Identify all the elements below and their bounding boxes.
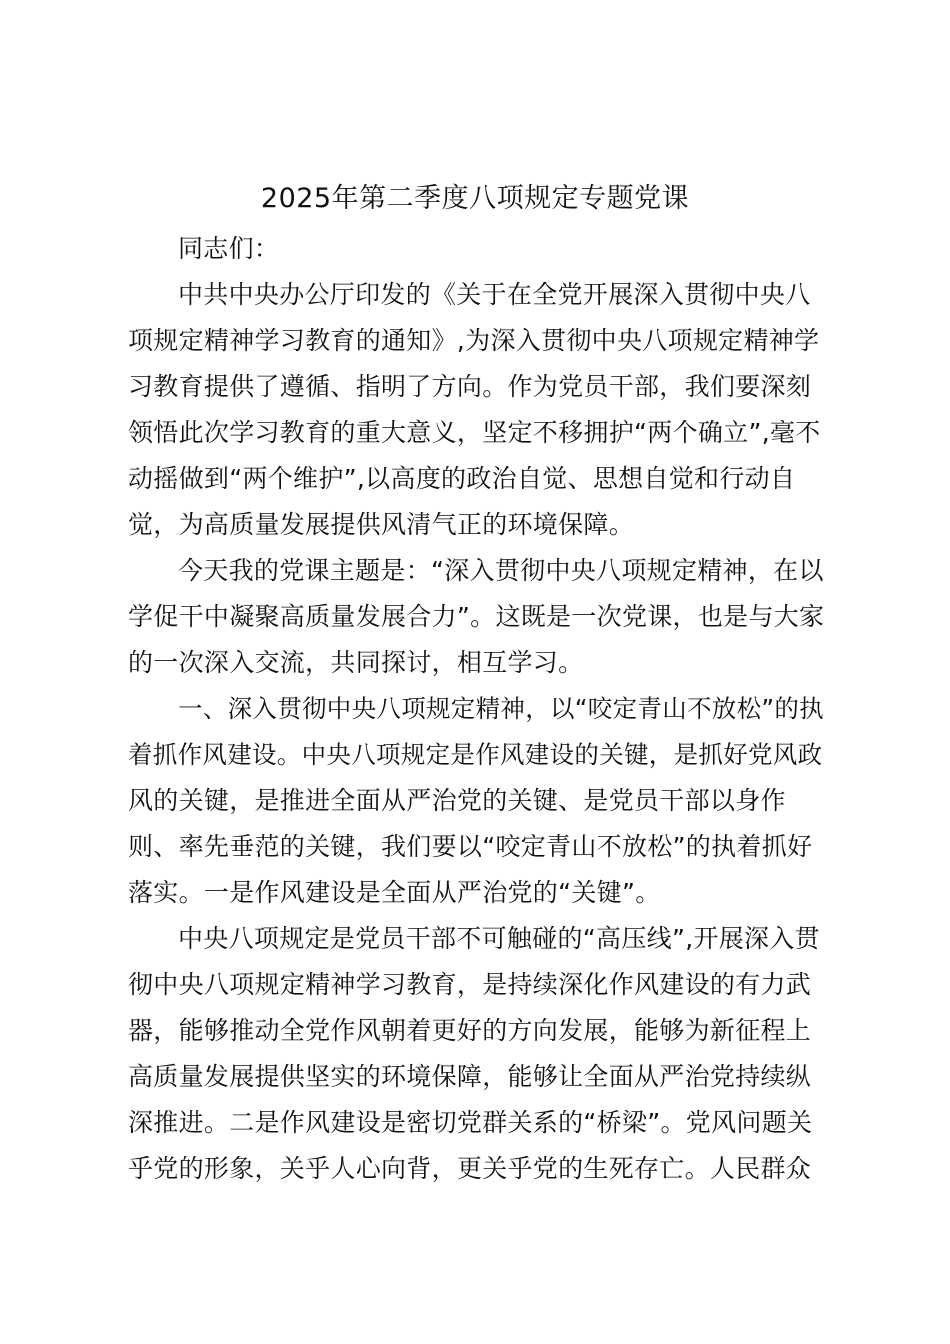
text-line: 的一次深入交流，共同探讨，相互学习。 — [128, 648, 584, 677]
text-line: 学促干中凝聚高质量发展合力”。这既是一次党课，也是与大家 — [128, 602, 825, 631]
text-line: 深推进。二是作风建设是密切党群关系的“桥梁”。党风问题关 — [128, 1108, 813, 1137]
text-line: 项规定精神学习教育的通知》,为深入贯彻中央八项规定精神学 — [128, 326, 820, 355]
text-line: 落实。一是作风建设是全面从严治党的“关键”。 — [128, 878, 661, 907]
text-line: 中央八项规定是党员干部不可触碰的“高压线”,开展深入贯 — [178, 924, 820, 953]
text-line: 动摇做到“两个维护”,以高度的政治自觉、思想自觉和行动自 — [128, 464, 796, 493]
document-body — [128, 226, 832, 1192]
text-line: 高质量发展提供坚实的环境保障，能够让全面从严治党持续纵 — [128, 1062, 812, 1091]
text-line: 同志们： — [178, 234, 280, 263]
text-line: 则、率先垂范的关键，我们要以“咬定青山不放松”的执着抓好 — [128, 832, 813, 861]
text-line: 觉，为高质量发展提供风清气正的环境保障。 — [128, 510, 635, 539]
text-line: 器，能够推动全党作风朝着更好的方向发展，能够为新征程上 — [128, 1016, 812, 1045]
text-line: 一、深入贯彻中央八项规定精神，以“咬定青山不放松”的执 — [178, 694, 824, 723]
text-line: 风的关键，是推进全面从严治党的关键、是党员干部以身作 — [128, 786, 786, 815]
text-line: 中共中央办公厅印发的《关于在全党开展深入贯彻中央八 — [178, 280, 811, 309]
text-line: 领悟此次学习教育的重大意义，坚定不移拥护“两个确立”,毫不 — [128, 418, 821, 447]
text-line: 乎党的形象，关乎人心向背，更关乎党的生死存亡。人民群众 — [128, 1154, 812, 1183]
text-line: 习教育提供了遵循、指明了方向。作为党员干部，我们要深刻 — [128, 372, 812, 401]
text-line: 今天我的党课主题是：“深入贯彻中央八项规定精神，在以 — [178, 556, 824, 585]
text-line: 着抓作风建设。中央八项规定是作风建设的关键，是抓好党风政 — [128, 740, 823, 769]
document-title: 2025年第二季度八项规定专题党课 — [260, 183, 690, 214]
text-line: 彻中央八项规定精神学习教育，是持续深化作风建设的有力武 — [128, 970, 812, 999]
